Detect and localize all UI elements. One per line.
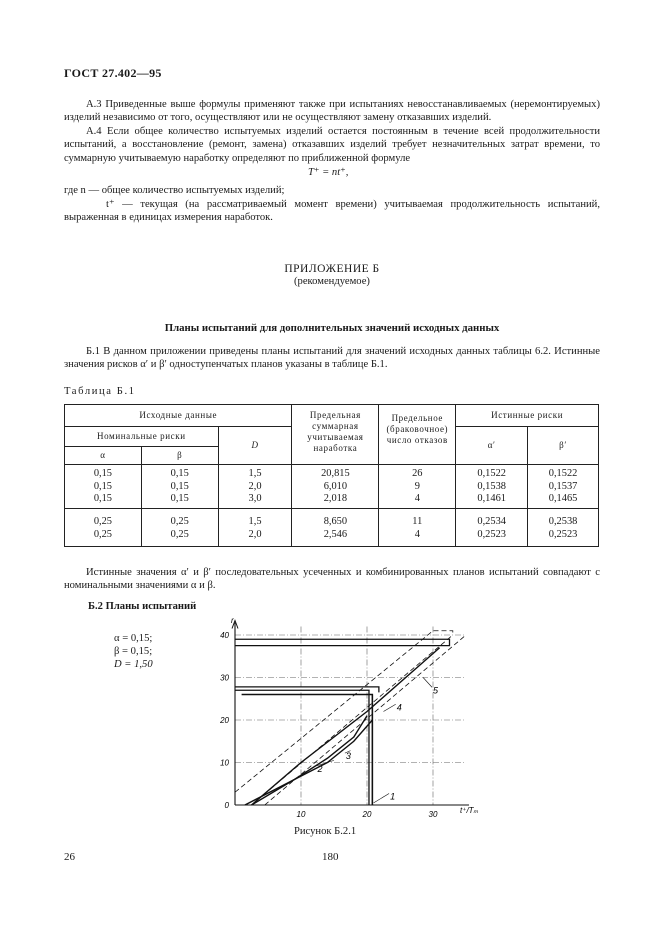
param-alpha: α = 0,15; <box>114 633 153 644</box>
section-b2-heading: Б.2 Планы испытаний <box>88 601 197 612</box>
cell-alpha: 0,15 0,15 0,15 <box>65 465 142 509</box>
table-row <box>65 465 599 509</box>
plan-chart <box>205 615 480 823</box>
cell-alpha: 0,25 0,25 <box>65 509 142 547</box>
cell-beta: 0,15 0,15 0,15 <box>141 465 218 509</box>
series-line-4 <box>242 695 373 806</box>
header-initial-data: Исходные данные <box>65 405 292 427</box>
param-beta: β = 0,15; <box>114 645 153 657</box>
table-caption: Таблица Б.1 <box>64 386 136 397</box>
header-alpha-true: α′ <box>456 427 528 465</box>
header-beta: β <box>141 447 218 465</box>
page-number-center: 180 <box>322 851 339 863</box>
cell-failures: 26 9 4 <box>379 465 456 509</box>
header-limit-failures: Предельное (браковочное) число отказов <box>379 405 456 465</box>
cell-beta: 0,25 0,25 <box>141 509 218 547</box>
note-text: Истинные значения α′ и β′ последовательных усеченных и комбинированных планов испытаний совпадают с номинальными значениями α и β. <box>64 567 600 592</box>
dashed-boundary-top <box>235 631 453 793</box>
cell-d: 1,5 2,0 <box>218 509 292 547</box>
x-tick-label: 30 <box>428 810 438 819</box>
curve-leader <box>374 794 390 803</box>
param-d: D = 1,50 <box>114 658 153 670</box>
cell-time: 20,815 6,010 2,018 <box>292 465 379 509</box>
y-tick-label: 10 <box>220 758 229 768</box>
curve-leader <box>423 678 432 688</box>
curve-label: 4 <box>396 702 402 713</box>
appendix-title: ПРИЛОЖЕНИЕ Б <box>284 263 380 275</box>
header-d: D <box>218 427 292 465</box>
curve-label: 3 <box>345 751 351 762</box>
cell-alpha-true: 0,1522 0,1538 0,1461 <box>456 465 528 509</box>
cell-beta-true: 0,1522 0,1537 0,1465 <box>528 465 599 509</box>
paragraph-a4: А.4 Если общее количество испытуемых изделий остается постоянным в течение всей продолжительности испытаний, а восстановление (ремонт, замена) отказавших изделий требует незначительных затрат времени, то суммарную учитываемую наработку определяют по приближенной формуле <box>64 126 600 164</box>
cell-time: 8,650 2,546 <box>292 509 379 547</box>
header-true-risks: Истинные риски <box>456 405 599 427</box>
header-beta-true: β′ <box>528 427 599 465</box>
table-row <box>65 509 599 547</box>
y-axis-label: r <box>231 616 234 625</box>
y-tick-label: 40 <box>220 631 229 640</box>
y-tick-label: 20 <box>220 716 229 725</box>
curve-label: 1 <box>390 791 396 802</box>
document-code: ГОСТ 27.402—95 <box>64 66 162 80</box>
y-tick-label: 0 <box>224 801 229 810</box>
plan-outline-top <box>235 639 450 645</box>
paragraph-b1: Б.1 В данном приложении приведены планы испытаний для значений исходных данных таблицы 6.2. Истинные значения рисков α′ и β′ одноступенчатых планов указаны в таблице Б.1. <box>64 346 600 371</box>
where-n-text: где n — общее количество испытуемых изделий; <box>64 185 285 196</box>
cell-d: 1,5 2,0 3,0 <box>218 465 292 509</box>
cell-alpha-true: 0,2534 0,2523 <box>456 509 528 547</box>
header-alpha: α <box>65 447 142 465</box>
appendix-heading: Планы испытаний для дополнительных значений исходных данных <box>164 322 500 334</box>
series-line-5 <box>252 648 440 805</box>
curve-leader <box>384 704 396 711</box>
curve-label: 2 <box>317 763 323 774</box>
appendix-subtitle: (рекомендуемое) <box>294 276 370 287</box>
plan-outline-26-27 <box>235 690 369 805</box>
formula: T⁺ = nt⁺, <box>308 167 349 178</box>
paragraph-a3: А.3 Приведенные выше формулы применяют также при испытаниях невосстанавливаемых (неремонтируемых) изделий независимо от того, осуществляют или не осуществляют замену отказавших изделий. <box>64 99 600 124</box>
header-limit-time: Предельная суммарная учитываемая наработка <box>292 405 379 465</box>
x-axis-label: t⁺/Tₘ <box>460 806 479 815</box>
chart-series <box>235 631 466 805</box>
figure-caption: Рисунок Б.2.1 <box>294 826 357 837</box>
curve-label: 5 <box>433 685 439 696</box>
chart-axes <box>232 621 469 806</box>
cell-failures: 11 4 <box>379 509 456 547</box>
cell-beta-true: 0,2538 0,2523 <box>528 509 599 547</box>
chart-labels <box>219 616 478 819</box>
x-tick-label: 10 <box>296 810 306 819</box>
page-number-left: 26 <box>64 851 75 863</box>
table-b1 <box>64 404 599 547</box>
x-tick-label: 20 <box>362 810 372 819</box>
where-t-text: t⁺ — текущая (на рассматриваемый момент времени) учитываемая продолжительность испытаний, выраженная в единицах измерения наработок. <box>64 199 600 224</box>
y-tick-label: 30 <box>220 673 229 683</box>
header-nominal-risks: Номинальные риски <box>65 427 219 447</box>
plan-parameters <box>114 633 153 671</box>
